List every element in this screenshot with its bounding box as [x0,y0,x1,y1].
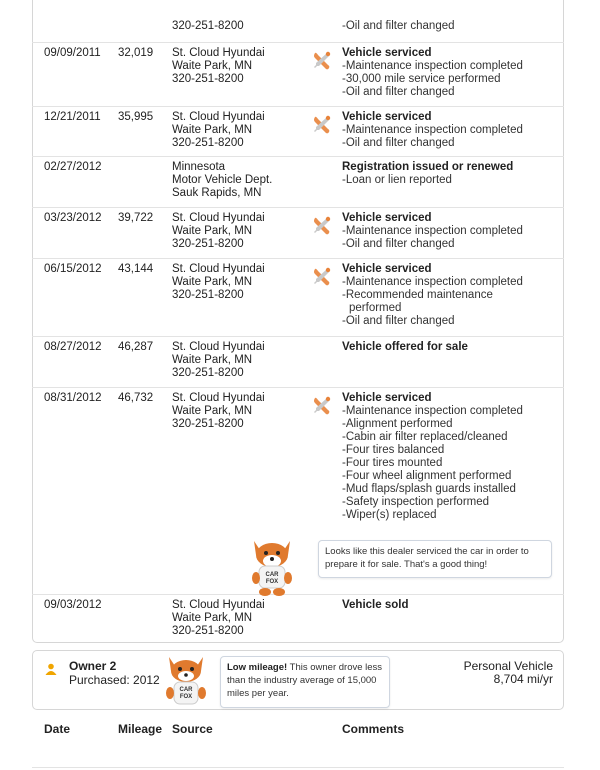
record-comment-line: -Loan or lien reported [342,174,452,186]
record-source-line: St. Cloud Hyundai [172,392,265,404]
record-source [172,47,265,86]
record-mileage: 39,722 [118,212,154,224]
record-source-line: Minnesota [172,161,226,173]
record-mileage: 35,995 [118,111,154,123]
record-source [172,599,265,638]
record-source-line: St. Cloud Hyundai [172,263,265,275]
record-comment-line: -Four tires mounted [342,457,443,469]
record-source-line: St. Cloud Hyundai [172,212,265,224]
record-comment-line: -Maintenance inspection completed [342,124,523,136]
table-row [32,0,564,43]
record-source [172,263,265,302]
service-wrench-icon [311,266,333,288]
record-source-line: 320-251-8200 [172,625,244,637]
record-mileage: 43,144 [118,263,154,275]
owner-name: Owner 2 [69,659,117,673]
record-date: 03/23/2012 [44,212,102,224]
record-comments [342,263,523,328]
service-wrench-icon [311,50,333,72]
record-comments [342,20,455,33]
record-comments [342,599,408,612]
record-source-line: 320-251-8200 [172,418,244,430]
record-comment-line: -Mud flaps/splash guards installed [342,483,516,495]
header-date: Date [44,722,71,736]
record-comment-line: -Maintenance inspection completed [342,276,523,288]
owner-purchased: Purchased: 2012 [69,673,160,687]
record-title: Vehicle serviced [342,111,432,123]
record-source-line: Waite Park, MN [172,405,253,417]
record-date: 08/31/2012 [44,392,102,404]
record-source [172,111,265,150]
record-source-line: 320-251-8200 [172,20,244,32]
low-mileage-callout [220,656,390,708]
record-comment-line: -Cabin air filter replaced/cleaned [342,431,508,443]
record-source-line: 320-251-8200 [172,73,244,85]
record-source-line: Motor Vehicle Dept. [172,174,273,186]
record-comment-line: -Wiper(s) replaced [342,509,437,521]
record-comments [342,161,513,187]
owner-summary [32,650,564,710]
header-divider [32,767,564,768]
record-source-line: Waite Park, MN [172,354,253,366]
svg-text:CAR: CAR [265,572,279,578]
carfox-mascot-icon [244,535,300,597]
service-wrench-icon [311,215,333,237]
record-source-line: Waite Park, MN [172,225,253,237]
low-mileage-text: This owner drove less than the industry average of 15,000 miles per year. [227,662,383,699]
record-source [172,341,265,380]
record-date: 09/03/2012 [44,599,102,611]
record-comment-line: -Recommended maintenance [342,289,493,301]
record-source-line: St. Cloud Hyundai [172,47,265,59]
record-comments [342,392,523,522]
miles-per-year: 8,704 mi/yr [493,672,553,686]
record-date: 12/21/2011 [44,111,101,123]
record-comment-line: -Four tires balanced [342,444,445,456]
dealer-callout [318,540,552,578]
record-source-line: St. Cloud Hyundai [172,341,265,353]
record-source-line: 320-251-8200 [172,289,244,301]
record-source-line: 320-251-8200 [172,238,244,250]
record-source [172,20,244,33]
dealer-callout-text: Looks like this dealer serviced the car in order to prepare it for sale. That's a good thing! [325,546,529,570]
record-title: Vehicle sold [342,599,409,611]
record-source-line: 320-251-8200 [172,367,244,379]
record-comment-line: -Four wheel alignment performed [342,470,512,482]
record-source-line: St. Cloud Hyundai [172,599,265,611]
vehicle-type-label: Personal Vehicle [463,659,553,673]
table-row [32,337,564,388]
record-date: 02/27/2012 [44,161,102,173]
table-row [32,208,564,259]
record-mileage: 46,732 [118,392,154,404]
record-source-line: Waite Park, MN [172,612,253,624]
person-icon [45,663,57,675]
record-comment-line: performed [349,302,402,314]
table-row [32,157,564,208]
record-title: Registration issued or renewed [342,161,514,173]
record-comments [342,111,523,150]
table-row [32,259,564,337]
record-title: Vehicle serviced [342,47,432,59]
record-comment-line: -Alignment performed [342,418,453,430]
record-source-line: Sauk Rapids, MN [172,187,262,199]
record-comment-line: -Maintenance inspection completed [342,225,523,237]
record-date: 06/15/2012 [44,263,102,275]
record-date: 09/09/2011 [44,47,101,59]
record-comment-line: -Maintenance inspection completed [342,405,523,417]
record-date: 08/27/2012 [44,341,102,353]
record-source [172,212,265,251]
svg-text:CAR: CAR [179,687,193,693]
record-title: Vehicle serviced [342,392,432,404]
record-source-line: Waite Park, MN [172,124,253,136]
record-source-line: St. Cloud Hyundai [172,111,265,123]
table-header [32,716,564,746]
record-comment-line: -Oil and filter changed [342,86,455,98]
record-source [172,392,265,431]
record-mileage: 46,287 [118,341,154,353]
table-row [32,107,564,157]
svg-text:FOX: FOX [179,694,193,700]
record-comment-line: -Oil and filter changed [342,238,455,250]
record-comments [342,47,523,99]
record-title: Vehicle offered for sale [342,341,468,353]
header-mileage: Mileage [118,722,163,736]
table-row [32,43,564,107]
header-source: Source [172,722,213,736]
record-source-line: 320-251-8200 [172,137,244,149]
record-title: Vehicle serviced [342,263,432,275]
record-comments [342,341,468,354]
record-source [172,161,272,200]
record-title: Vehicle serviced [342,212,432,224]
record-comments [342,212,523,251]
svg-text:FOX: FOX [265,579,279,585]
record-mileage: 32,019 [118,47,154,59]
service-wrench-icon [311,395,333,417]
record-source-line: Waite Park, MN [172,276,253,288]
record-comment-line: -Oil and filter changed [342,20,455,32]
table-row [32,595,564,643]
record-comment-line: -Maintenance inspection completed [342,60,523,72]
record-comment-line: -30,000 mile service performed [342,73,501,85]
low-mileage-title: Low mileage! [227,662,288,673]
record-source-line: Waite Park, MN [172,60,253,72]
service-wrench-icon [311,114,333,136]
record-comment-line: -Oil and filter changed [342,137,455,149]
header-comments: Comments [342,722,405,736]
carfox-mascot-icon [159,653,213,709]
record-comment-line: -Safety inspection performed [342,496,490,508]
record-comment-line: -Oil and filter changed [342,315,455,327]
vehicle-type [464,660,553,686]
